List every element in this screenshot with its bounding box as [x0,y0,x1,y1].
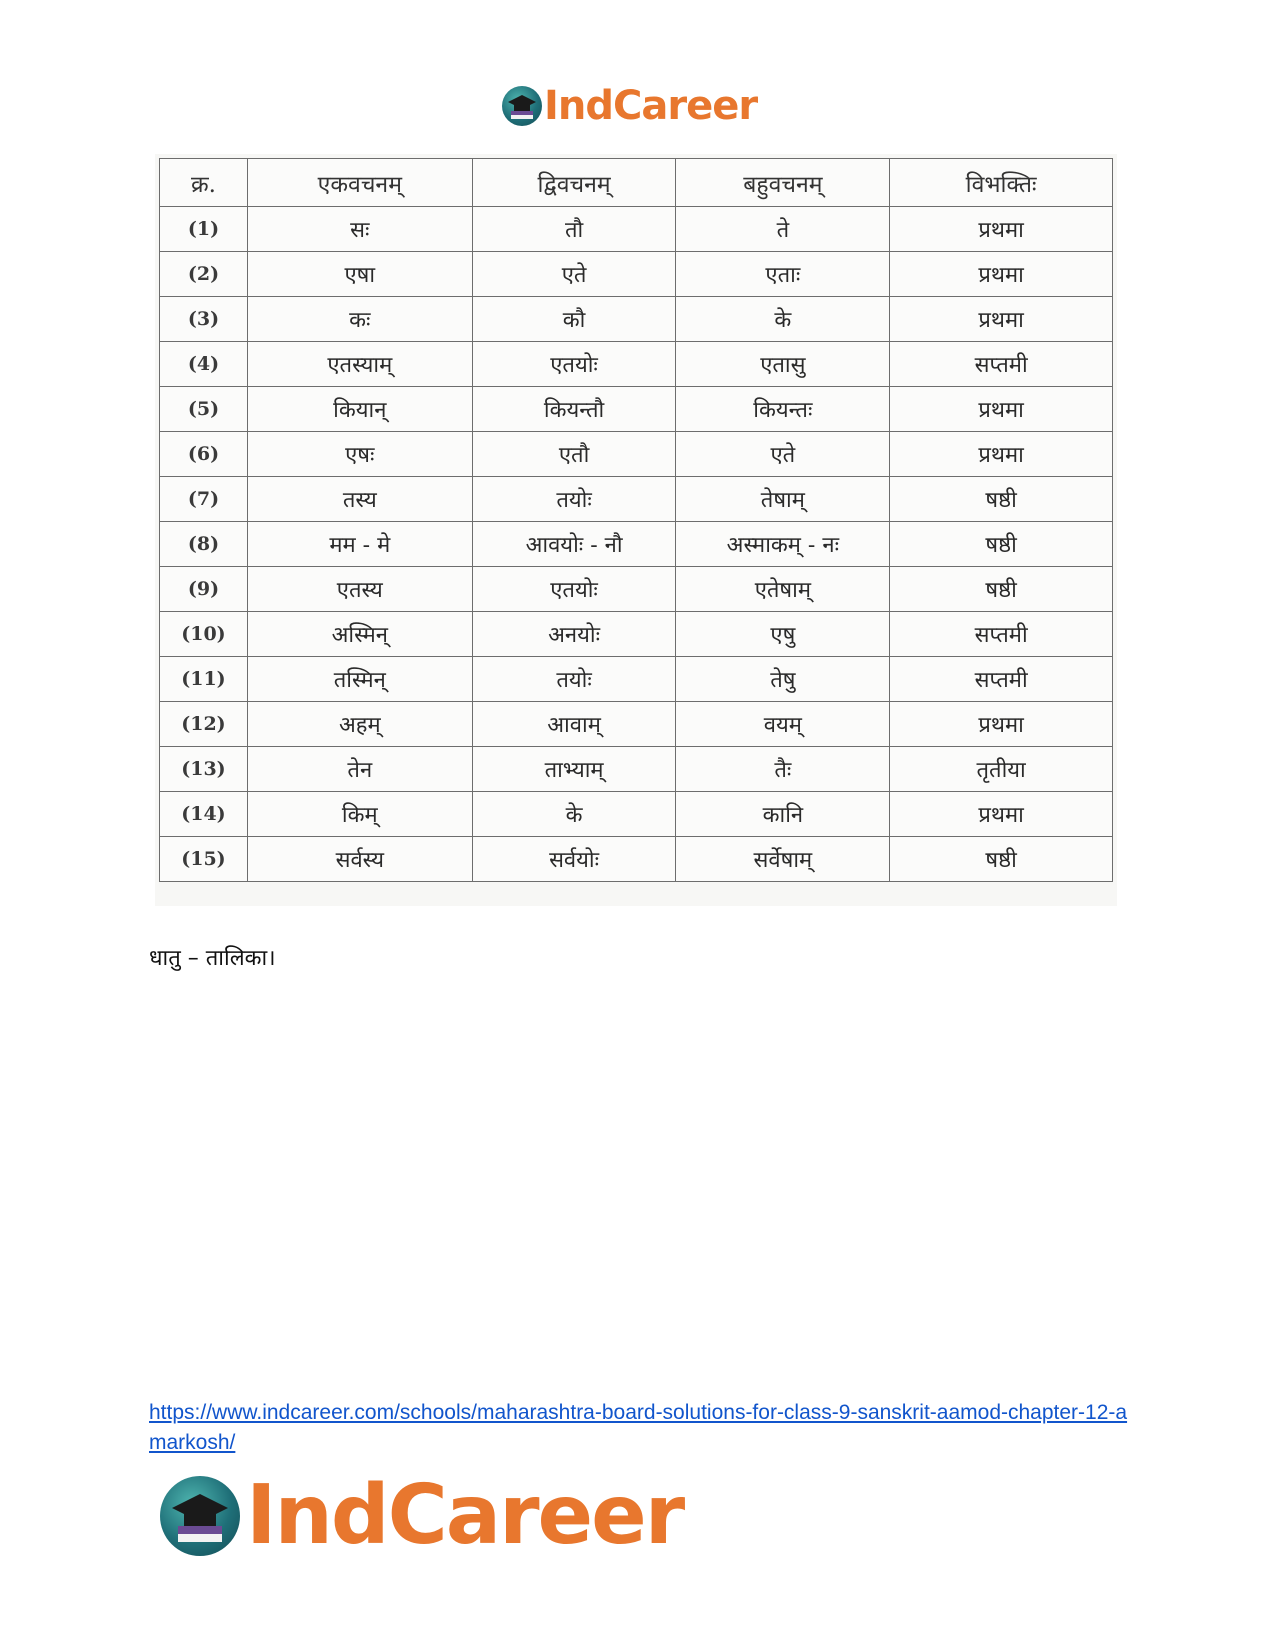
table-cell: तैः [676,747,890,792]
table-row [160,567,1113,612]
table-cell: आवयोः - नौ [472,522,676,567]
table-cell: एषा [247,252,472,297]
row-number-cell: (6) [160,432,248,477]
table-row [160,342,1113,387]
table-cell: तेषु [676,657,890,702]
table-cell: तयोः [472,657,676,702]
table-cell: कौ [472,297,676,342]
logo-text: IndCareer [544,83,758,129]
table-cell: एतेषाम् [676,567,890,612]
row-number-cell: (15) [160,837,248,882]
table-cell: प्रथमा [890,387,1113,432]
table-row [160,612,1113,657]
table-cell: षष्ठी [890,567,1113,612]
table-cell: किम् [247,792,472,837]
table-row [160,432,1113,477]
table-cell: के [472,792,676,837]
column-header: एकवचनम् [247,159,472,207]
table-cell: सर्वयोः [472,837,676,882]
table-cell: कः [247,297,472,342]
table-cell: के [676,297,890,342]
table-row [160,252,1113,297]
table-cell: षष्ठी [890,477,1113,522]
table-row [160,702,1113,747]
table-cell: प्रथमा [890,792,1113,837]
table-cell: एताः [676,252,890,297]
source-link[interactable]: https://www.indcareer.com/schools/maharashtra-board-solutions-for-class-9-sanskrit-aamod-chapter-12-amarkosh/ [149,1401,1128,1454]
row-number-cell: (11) [160,657,248,702]
table-cell: प्रथमा [890,432,1113,477]
row-number-cell: (10) [160,612,248,657]
table-cell: अनयोः [472,612,676,657]
table-cell: एते [472,252,676,297]
table-header-row [160,159,1113,207]
table-cell: अस्माकम् - नः [676,522,890,567]
graduation-cap-globe-icon [160,1476,240,1556]
section-caption: धातु – तालिका। [149,946,276,971]
row-number-cell: (5) [160,387,248,432]
row-number-cell: (4) [160,342,248,387]
table-cell: वयम् [676,702,890,747]
footer-logo [160,1468,684,1563]
table-cell: एषु [676,612,890,657]
table-cell: कियन्तः [676,387,890,432]
row-number-cell: (8) [160,522,248,567]
table-cell: अहम् [247,702,472,747]
logo-text: IndCareer [246,1468,684,1563]
table-cell: प्रथमा [890,702,1113,747]
table-cell: सप्तमी [890,657,1113,702]
table-row [160,792,1113,837]
column-header: बहुवचनम् [676,159,890,207]
table-cell: एतस्य [247,567,472,612]
row-number-cell: (12) [160,702,248,747]
table-cell: तस्मिन् [247,657,472,702]
table-cell: तेन [247,747,472,792]
table-cell: तेषाम् [676,477,890,522]
table-cell: सप्तमी [890,342,1113,387]
table-cell: प्रथमा [890,207,1113,252]
table-cell: अस्मिन् [247,612,472,657]
table-cell: ताभ्याम् [472,747,676,792]
row-number-cell: (2) [160,252,248,297]
row-number-cell: (7) [160,477,248,522]
table-cell: षष्ठी [890,522,1113,567]
declension-table [159,158,1113,882]
table-cell: सप्तमी [890,612,1113,657]
column-header: द्विवचनम् [472,159,676,207]
table-row [160,837,1113,882]
table-cell: मम - मे [247,522,472,567]
table-cell: कियान् [247,387,472,432]
header-logo [502,80,757,132]
table-cell: एषः [247,432,472,477]
table-cell: एतस्याम् [247,342,472,387]
table-cell: कानि [676,792,890,837]
table-cell: सर्वेषाम् [676,837,890,882]
declension-table-image [155,154,1117,906]
table-cell: एतासु [676,342,890,387]
table-cell: तस्य [247,477,472,522]
table-cell: एतयोः [472,342,676,387]
graduation-cap-globe-icon [502,86,542,126]
table-cell: प्रथमा [890,252,1113,297]
table-cell: एते [676,432,890,477]
table-row [160,657,1113,702]
table-cell: कियन्तौ [472,387,676,432]
row-number-cell: (9) [160,567,248,612]
column-header: क्र. [160,159,248,207]
row-number-cell: (13) [160,747,248,792]
table-cell: ते [676,207,890,252]
table-cell: एतौ [472,432,676,477]
table-row [160,207,1113,252]
table-cell: आवाम् [472,702,676,747]
column-header: विभक्तिः [890,159,1113,207]
table-cell: तृतीया [890,747,1113,792]
row-number-cell: (14) [160,792,248,837]
table-row [160,477,1113,522]
table-cell: सः [247,207,472,252]
table-row [160,387,1113,432]
table-cell: प्रथमा [890,297,1113,342]
table-cell: षष्ठी [890,837,1113,882]
row-number-cell: (1) [160,207,248,252]
table-cell: तयोः [472,477,676,522]
table-cell: सर्वस्य [247,837,472,882]
table-cell: एतयोः [472,567,676,612]
table-row [160,297,1113,342]
table-body [160,207,1113,882]
row-number-cell: (3) [160,297,248,342]
table-row [160,747,1113,792]
table-cell: तौ [472,207,676,252]
table-row [160,522,1113,567]
